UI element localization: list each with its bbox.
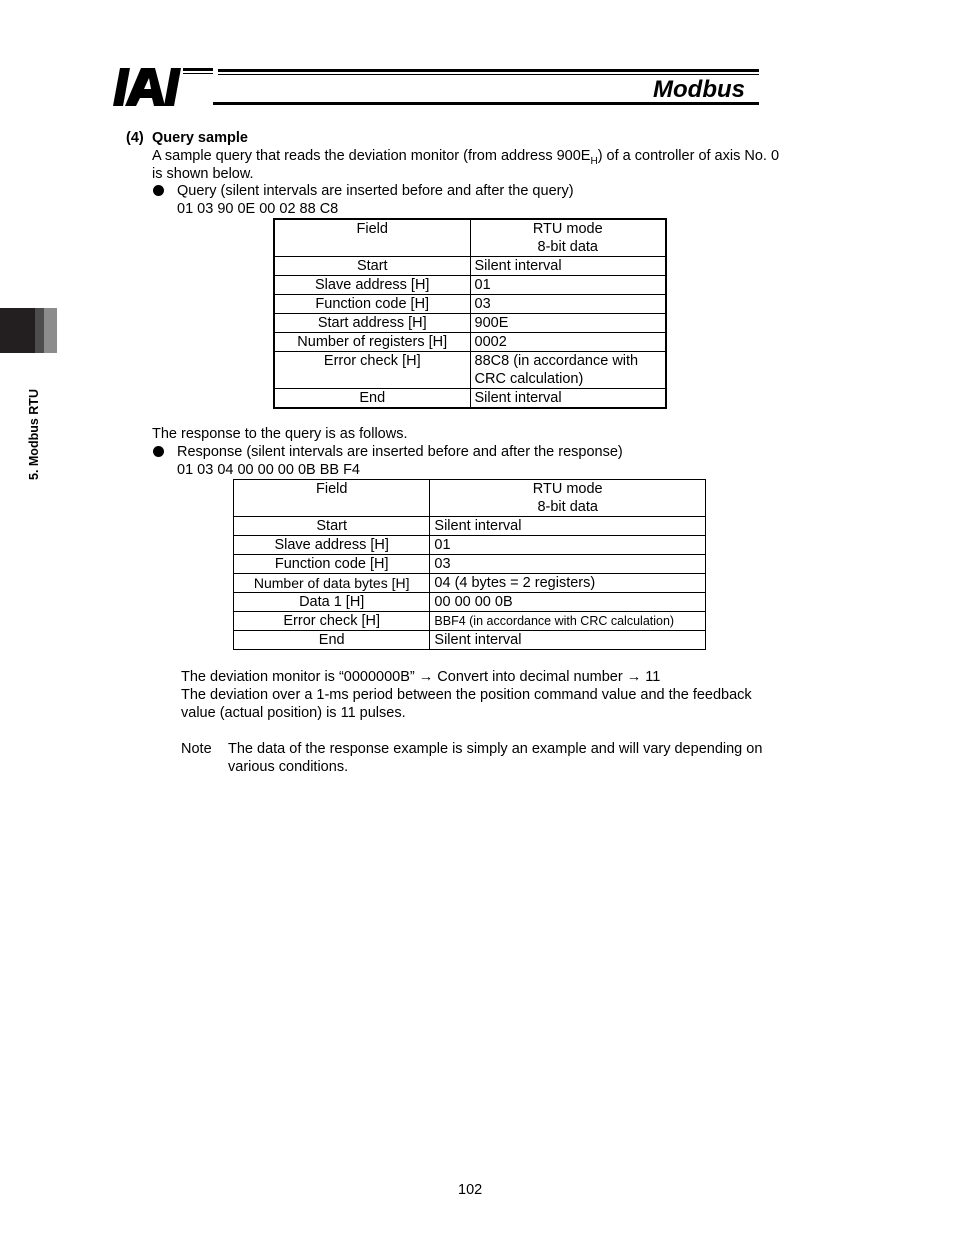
table-row [274,314,666,333]
response-bytes: 01 03 04 00 00 00 0B BB F4 [177,462,360,478]
page-number: 102 [458,1182,483,1198]
value-cell: 01 [470,276,666,295]
field-cell: Start [234,517,430,536]
field-cell: Number of registers [H] [274,333,470,352]
header-mode-line2: 8-bit data [537,499,598,515]
bullet-icon [153,185,164,196]
field-cell: End [274,389,470,409]
header-field [234,480,430,517]
header-mode-line1: RTU mode [532,221,603,237]
value-cell [470,352,666,389]
value-line1: 88C8 (in accordance with [474,353,639,369]
side-tab-marker-mid [35,308,44,353]
intro-text-2: ) of a controller of axis No. 0 [597,148,780,164]
explanation-line2: The deviation over a 1-ms period between the position command value and the feedback [181,687,752,703]
explanation-line3: value (actual position) is 11 pulses. [181,705,406,721]
section-number: (4) [126,130,144,146]
query-bytes: 01 03 90 0E 00 02 88 C8 [177,201,339,217]
field-cell: Function code [H] [234,555,430,574]
bullet-icon [153,446,164,457]
value-cell: 03 [430,555,706,574]
side-tab-marker-light [44,308,57,353]
side-tab-marker-dark [0,308,35,353]
intro-text-1: A sample query that reads the deviation monitor (from address 900E [152,148,591,164]
explanation-line1: The deviation monitor is “0000000B” → Convert into decimal number → 11 [181,669,661,685]
table-row [234,631,706,650]
field-cell: Start [274,257,470,276]
table-header-row [274,219,666,257]
value-cell: 03 [470,295,666,314]
value-cell: Silent interval [430,517,706,536]
table-row [274,389,666,409]
table-row [234,536,706,555]
value-cell: 01 [430,536,706,555]
table-row [274,352,666,389]
value-cell: 0002 [470,333,666,352]
note-line1: The data of the response example is simply an example and will vary depending on [228,741,763,757]
table-row [234,574,706,593]
header-rule-top-thin [218,74,759,75]
response-intro: The response to the query is as follows. [152,426,408,442]
header-mode-line2: 8-bit data [537,239,598,255]
field-cell: Slave address [H] [274,276,470,295]
query-bullet-text: Query (silent intervals are inserted before and after the query) [177,183,574,199]
field-cell: End [234,631,430,650]
table-row [234,593,706,612]
table-row [234,517,706,536]
table-row [274,276,666,295]
value-cell: Silent interval [470,389,666,409]
header-rule-top [218,69,759,72]
header-field-label: Field [356,221,388,237]
field-cell: Slave address [H] [234,536,430,555]
query-table [273,218,667,409]
header-mode [470,219,666,257]
value-cell: Silent interval [470,257,666,276]
header-field-label: Field [315,481,348,497]
table-row [274,333,666,352]
section-intro-line2: is shown below. [152,166,254,182]
header-title: Modbus [653,76,745,103]
table-row [234,555,706,574]
value-cell: 00 00 00 0B [430,593,706,612]
field-cell: Error check [H] [234,612,430,631]
section-title: Query sample [152,130,248,146]
response-bullet-text: Response (silent intervals are inserted before and after the response) [177,444,623,460]
value-cell: 04 (4 bytes = 2 registers) [430,574,706,593]
field-cell: Start address [H] [274,314,470,333]
value-cell: Silent interval [430,631,706,650]
field-cell: Error check [H] [274,352,470,389]
header-mode-line1: RTU mode [532,481,603,497]
table-row [274,295,666,314]
field-cell: Number of data bytes [H] [234,574,430,593]
value-cell: 900E [470,314,666,333]
response-table [233,479,706,650]
table-header-row [234,480,706,517]
table-row [234,612,706,631]
field-cell: Data 1 [H] [234,593,430,612]
header-mode [430,480,706,517]
value-cell: BBF4 (in accordance with CRC calculation) [430,612,706,631]
note-label: Note [181,741,212,757]
iai-logo [113,68,213,108]
table-row [274,257,666,276]
side-tab-label: 5. Modbus RTU [27,389,41,480]
field-cell: Function code [H] [274,295,470,314]
value-line2: CRC calculation) [474,371,584,387]
note-line2: various conditions. [228,759,349,775]
intro-subscript: H [590,155,598,167]
header-field [274,219,470,257]
